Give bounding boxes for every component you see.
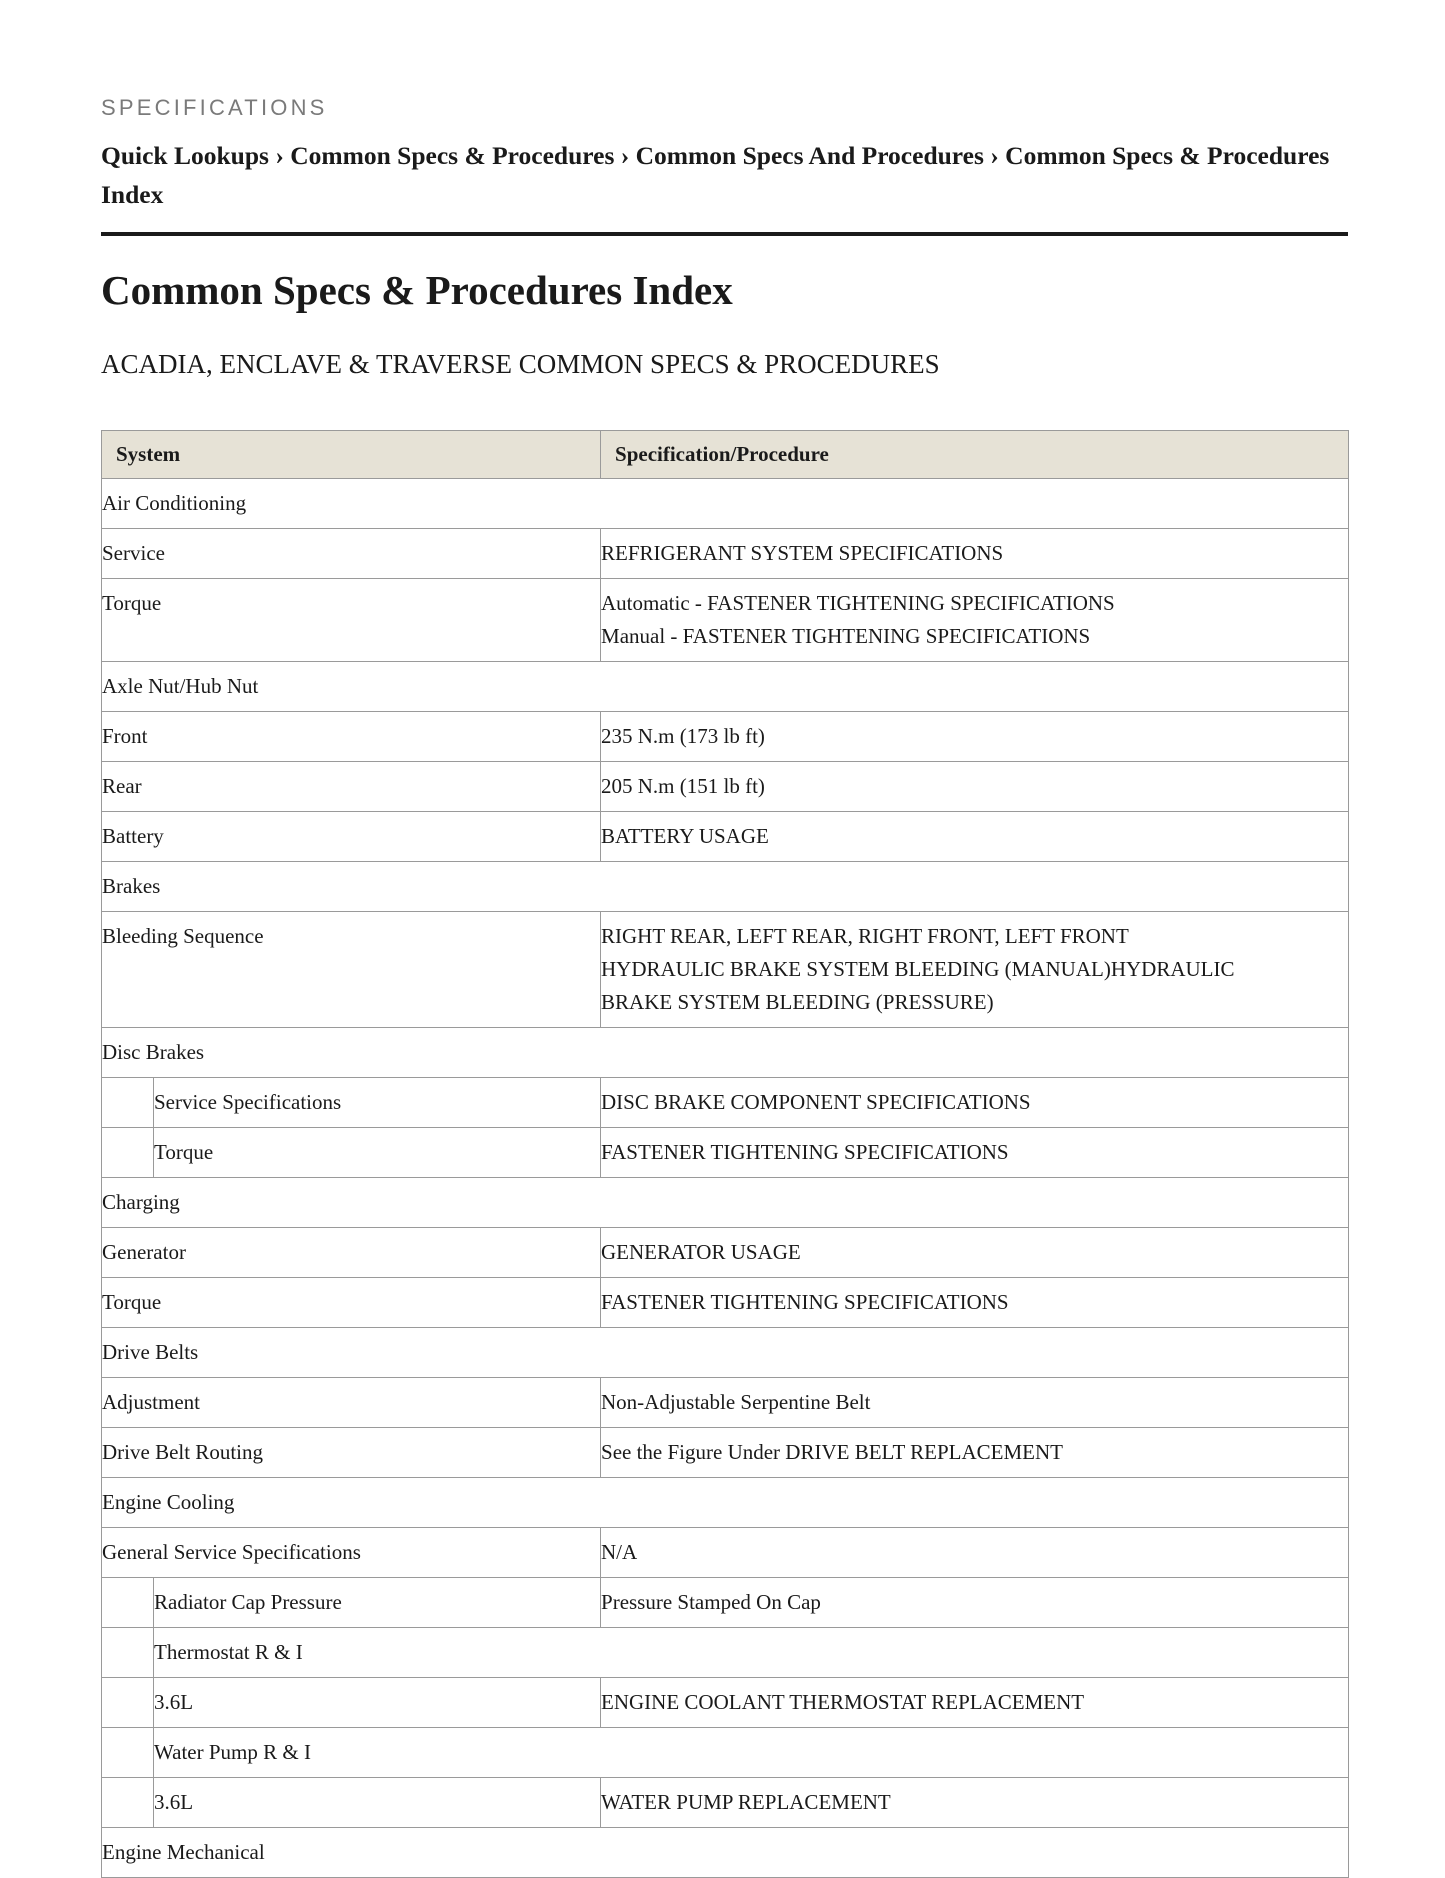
indent-gutter [102, 1678, 154, 1728]
system-group-cell: Disc Brakes [102, 1028, 1349, 1078]
indent-gutter [102, 1628, 154, 1678]
table-row [102, 1578, 1349, 1628]
table-row [102, 912, 1349, 1028]
spec-cell [601, 1128, 1349, 1178]
spec-cell [601, 1378, 1349, 1428]
spec-link[interactable]: Manual - FASTENER TIGHTENING SPECIFICATIONS [601, 624, 1091, 648]
page-title: Common Specs & Procedures Index [101, 267, 733, 313]
breadcrumb-quick-lookups[interactable]: Quick Lookups [101, 141, 269, 170]
system-cell: 3.6L [154, 1778, 601, 1828]
table-row [102, 662, 1349, 712]
table-row [102, 1728, 1349, 1778]
table-row [102, 812, 1349, 862]
spec-cell [601, 529, 1349, 579]
breadcrumb-separator: › [990, 141, 999, 170]
system-cell: Rear [102, 762, 601, 812]
system-cell: Torque [102, 579, 601, 662]
system-cell: Generator [102, 1228, 601, 1278]
table-row [102, 1228, 1349, 1278]
breadcrumb-current-page: Common Specs & Procedures Index [101, 141, 1330, 209]
spec-cell [601, 1228, 1349, 1278]
system-group-cell: Charging [102, 1178, 1349, 1228]
table-row [102, 762, 1349, 812]
indent-gutter [102, 1078, 154, 1128]
system-cell: Torque [102, 1278, 601, 1328]
indent-gutter [102, 1128, 154, 1178]
section-eyebrow: SPECIFICATIONS [101, 95, 328, 120]
spec-cell [601, 1428, 1349, 1478]
breadcrumb-separator: › [620, 141, 630, 170]
table-row [102, 1478, 1349, 1528]
system-cell: Front [102, 712, 601, 762]
indent-gutter [102, 1778, 154, 1828]
table-row [102, 1028, 1349, 1078]
indent-gutter [102, 1728, 154, 1778]
system-cell: Service Specifications [154, 1078, 601, 1128]
specs-table [101, 430, 1349, 1878]
spec-cell [601, 1528, 1349, 1578]
system-group-cell: Engine Mechanical [102, 1828, 1349, 1878]
table-row [102, 1628, 1349, 1678]
spec-cell [601, 762, 1349, 812]
system-group-cell: Thermostat R & I [154, 1628, 1349, 1678]
system-cell: Torque [154, 1128, 601, 1178]
system-cell: 3.6L [154, 1678, 601, 1728]
table-row [102, 1078, 1349, 1128]
system-group-cell: Engine Cooling [102, 1478, 1349, 1528]
spec-link[interactable]: See the Figure Under DRIVE BELT REPLACEMENT [601, 1440, 1063, 1464]
system-cell: Adjustment [102, 1378, 601, 1428]
spec-link[interactable]: WATER PUMP REPLACEMENT [601, 1790, 891, 1814]
column-header-system: System [102, 431, 601, 479]
table-row [102, 1428, 1349, 1478]
system-group-cell: Water Pump R & I [154, 1728, 1349, 1778]
table-row [102, 1778, 1349, 1828]
spec-cell [601, 1578, 1349, 1628]
table-row [102, 1278, 1349, 1328]
page-subtitle: ACADIA, ENCLAVE & TRAVERSE COMMON SPECS & PROCEDURES [101, 349, 940, 379]
system-group-cell: Drive Belts [102, 1328, 1349, 1378]
table-row [102, 1528, 1349, 1578]
system-cell: Radiator Cap Pressure [154, 1578, 601, 1628]
spec-value: Pressure Stamped On Cap [601, 1590, 821, 1614]
breadcrumb-separator: › [275, 141, 284, 170]
spec-link[interactable]: Automatic - FASTENER TIGHTENING SPECIFICATIONS [601, 591, 1115, 615]
breadcrumb [101, 136, 1348, 236]
system-group-cell: Brakes [102, 862, 1349, 912]
spec-cell [601, 712, 1349, 762]
spec-link[interactable]: FASTENER TIGHTENING SPECIFICATIONS [601, 1140, 1009, 1164]
system-cell: Battery [102, 812, 601, 862]
system-group-cell: Air Conditioning [102, 479, 1349, 529]
spec-cell [601, 812, 1349, 862]
spec-cell [601, 1078, 1349, 1128]
spec-link[interactable]: BRAKE SYSTEM BLEEDING (PRESSURE) [601, 990, 994, 1014]
spec-value: Non-Adjustable Serpentine Belt [601, 1390, 871, 1414]
spec-cell [601, 1778, 1349, 1828]
table-row [102, 1328, 1349, 1378]
spec-cell [601, 579, 1349, 662]
indent-gutter [102, 1578, 154, 1628]
table-row [102, 1128, 1349, 1178]
system-cell: Service [102, 529, 601, 579]
table-row [102, 1828, 1349, 1878]
system-group-cell: Axle Nut/Hub Nut [102, 662, 1349, 712]
table-row [102, 1678, 1349, 1728]
spec-cell [601, 1278, 1349, 1328]
spec-link[interactable]: REFRIGERANT SYSTEM SPECIFICATIONS [601, 541, 1004, 565]
spec-link[interactable]: FASTENER TIGHTENING SPECIFICATIONS [601, 1290, 1009, 1314]
spec-link[interactable]: HYDRAULIC BRAKE SYSTEM BLEEDING (MANUAL)HYDRAULIC [601, 957, 1235, 981]
table-header-row [102, 431, 1349, 479]
table-row [102, 712, 1349, 762]
table-row [102, 479, 1349, 529]
column-header-spec: Specification/Procedure [601, 431, 1349, 479]
system-cell: Bleeding Sequence [102, 912, 601, 1028]
spec-value: 235 N.m (173 lb ft) [601, 724, 765, 748]
spec-link[interactable]: DISC BRAKE COMPONENT SPECIFICATIONS [601, 1090, 1031, 1114]
table-row [102, 1178, 1349, 1228]
table-row [102, 529, 1349, 579]
table-row [102, 579, 1349, 662]
system-cell: Drive Belt Routing [102, 1428, 601, 1478]
breadcrumb-common-specs-and-procedures[interactable]: Common Specs And Procedures [635, 141, 984, 170]
spec-value: N/A [601, 1540, 638, 1564]
spec-cell [601, 912, 1349, 1028]
system-cell: General Service Specifications [102, 1528, 601, 1578]
spec-link[interactable]: BATTERY USAGE [601, 824, 769, 848]
spec-value: 205 N.m (151 lb ft) [601, 774, 765, 798]
spec-link[interactable]: GENERATOR USAGE [601, 1240, 801, 1264]
breadcrumb-common-specs-procedures[interactable]: Common Specs & Procedures [290, 141, 615, 170]
table-row [102, 862, 1349, 912]
spec-cell [601, 1678, 1349, 1728]
spec-value: RIGHT REAR, LEFT REAR, RIGHT FRONT, LEFT FRONT [601, 924, 1129, 948]
spec-link[interactable]: ENGINE COOLANT THERMOSTAT REPLACEMENT [601, 1690, 1085, 1714]
table-row [102, 1378, 1349, 1428]
